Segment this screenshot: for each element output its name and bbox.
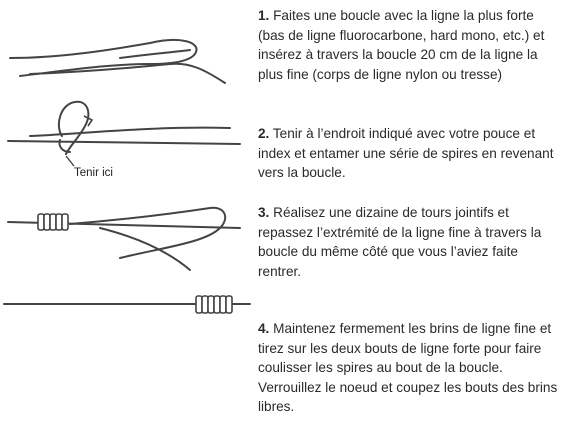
step-2-number: 2. bbox=[258, 126, 270, 141]
knot-illustration-2 bbox=[0, 96, 255, 186]
finished-knot bbox=[196, 296, 232, 313]
step-4-number: 4. bbox=[258, 321, 270, 336]
step-3-number: 3. bbox=[258, 205, 270, 220]
step-1-number: 1. bbox=[258, 8, 270, 23]
step-2-text: Tenir à l’endroit indiqué avec votre pouce et index et entamer une série de spires en revenant vers la boucle. bbox=[258, 126, 554, 180]
hold-here-label: Tenir ici bbox=[74, 167, 113, 179]
step-3-text: Réalisez une dizaine de tours jointifs et repassez l’extrémité de la ligne fine à travers la boucle du même côté que vous l’aviez faite rentrer. bbox=[258, 205, 542, 279]
figure-step-3 bbox=[0, 198, 255, 278]
step-3 bbox=[258, 203, 564, 281]
figure-step-4 bbox=[0, 288, 255, 328]
step-1 bbox=[258, 6, 564, 84]
step-1-text: Faites une boucle avec la ligne la plus forte (bas de ligne fluorocarbone, hard mono, etc.) et insérez à travers la boucle 20 cm de la ligne la plus fine (corps de ligne nylon ou tresse) bbox=[258, 8, 545, 82]
knot-illustration-4 bbox=[0, 288, 255, 328]
step-2 bbox=[258, 124, 564, 183]
figure-step-2 bbox=[0, 96, 255, 186]
wraps-coil bbox=[38, 214, 68, 230]
step-4 bbox=[258, 319, 564, 417]
step-4-text: Maintenez fermement les brins de ligne fine et tirez sur les deux bouts de ligne forte pour faire coulisser les spires au bout de la boucle. Verrouillez le noeud et coupez les bouts des brins libres. bbox=[258, 321, 558, 414]
knot-illustration-3 bbox=[0, 198, 255, 278]
pointer-line bbox=[66, 156, 74, 166]
